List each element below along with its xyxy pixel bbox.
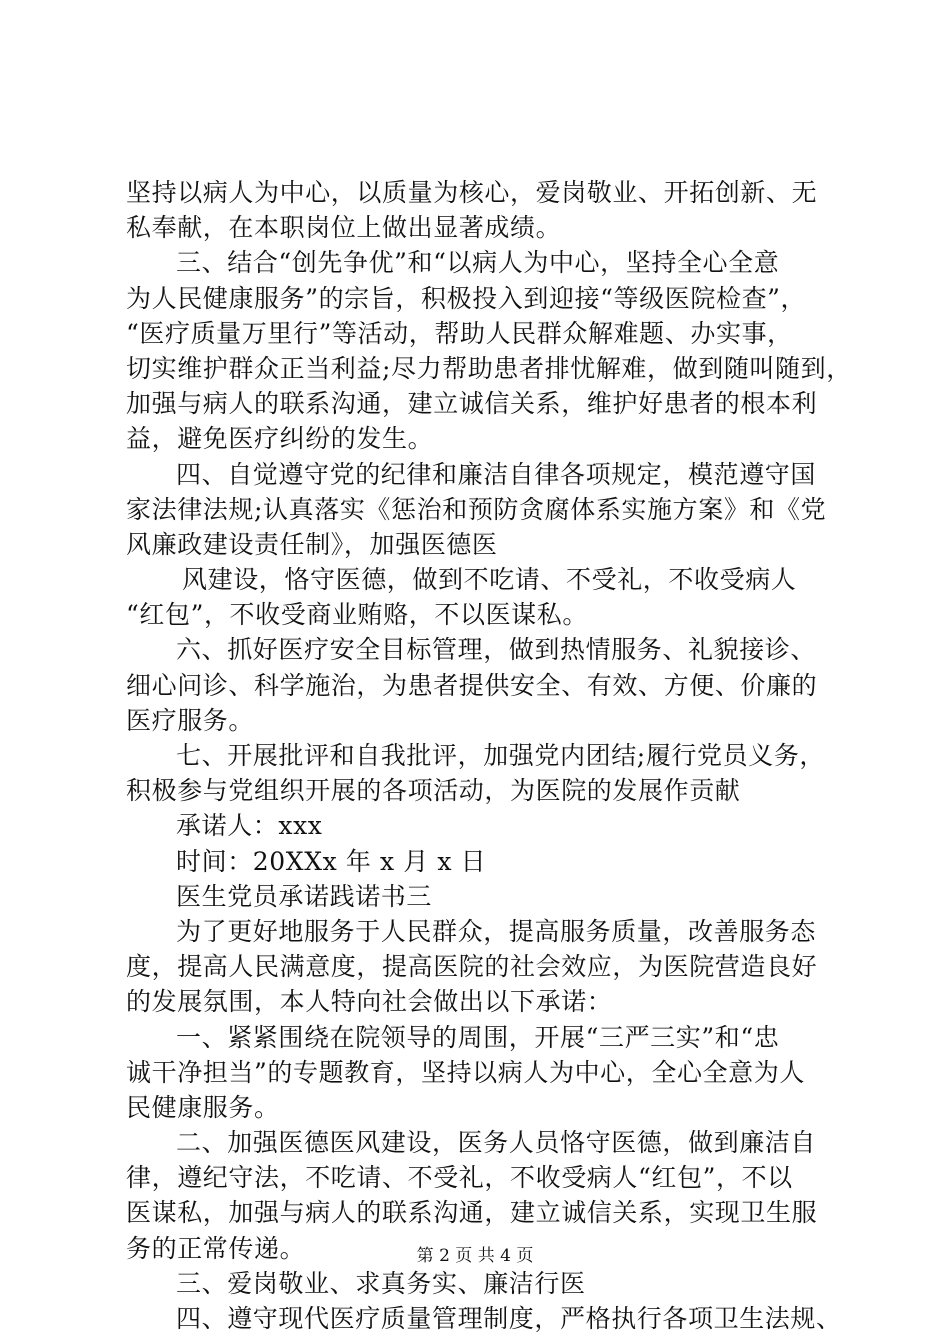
text-line: 风廉政建设责任制》，加强医德医 xyxy=(126,529,498,559)
text-line: 承诺人：xxx xyxy=(176,811,323,841)
text-line: 细心问诊、科学施治，为患者提供安全、有效、方便、价廉的 xyxy=(126,670,818,700)
text-line: 务的正常传递。 xyxy=(126,1233,306,1263)
text-line: 私奉献，在本职岗位上做出显著成绩。 xyxy=(126,213,562,243)
text-line: 风建设，恪守医德，做到不吃请、不受礼，不收受病人 xyxy=(182,565,797,595)
text-line: 坚持以病人为中心，以质量为核心，爱岗敬业、开拓创新、无 xyxy=(126,178,818,207)
text-line: “红包”，不收受商业贿赂，不以医谋私。 xyxy=(126,600,588,630)
text-line: 七、开展批评和自我批评，加强党内团结;履行党员义务， xyxy=(176,741,826,770)
text-line: 加强与病人的联系沟通，建立诚信关系，维护好患者的根本利 xyxy=(126,389,818,419)
text-line: 积极参与党组织开展的各项活动，为医院的发展作贡献 xyxy=(126,776,741,806)
text-line: 一、紧紧围绕在院领导的周围，开展“三严三实”和“忠 xyxy=(176,1022,780,1052)
text-line: 民健康服务。 xyxy=(126,1092,280,1122)
text-line: 二、加强医德医风建设，医务人员恪守医德，做到廉洁自 xyxy=(176,1128,817,1158)
text-line: 的发展氛围，本人特向社会做出以下承诺： xyxy=(126,987,613,1017)
text-line: 律，遵纪守法，不吃请、不受礼，不收受病人“红包”，不以 xyxy=(126,1163,793,1193)
text-line: 四、遵守现代医疗质量管理制度，严格执行各项卫生法规、 xyxy=(176,1304,842,1333)
text-line: 诚干净担当”的专题教育，坚持以病人为中心，全心全意为人 xyxy=(126,1057,805,1087)
text-line: 六、抓好医疗安全目标管理，做到热情服务、礼貌接诊、 xyxy=(176,635,817,665)
text-line: “医疗质量万里行”等活动，帮助人民群众解难题、办实事， xyxy=(126,318,793,348)
page-footer: 第 2 页 共 4 页 xyxy=(416,1246,534,1266)
text-line: 为人民健康服务”的宗旨，积极投入到迎接“等级医院检查”， xyxy=(126,283,807,313)
text-line: 度，提高人民满意度，提高医院的社会效应，为医院营造良好 xyxy=(126,952,818,982)
text-line: 三、结合“创先争优”和“以病人为中心，坚持全心全意 xyxy=(176,248,780,278)
text-line: 三、爱岗敬业、求真务实、廉洁行医 xyxy=(176,1268,586,1298)
text-line: 家法律法规;认真落实《惩治和预防贪腐体系实施方案》和《党 xyxy=(126,494,827,524)
text-line: 益，避免医疗纠纷的发生。 xyxy=(126,424,434,454)
text-line: 医疗服务。 xyxy=(126,705,255,735)
text-line: 医谋私，加强与病人的联系沟通，建立诚信关系，实现卫生服 xyxy=(126,1198,818,1228)
document-body xyxy=(126,175,852,1336)
text-line: 切实维护群众正当利益;尽力帮助患者排忧解难，做到随叫随到， xyxy=(126,353,852,383)
text-line: 为了更好地服务于人民群众，提高服务质量，改善服务态 xyxy=(176,916,817,946)
text-line: 四、自觉遵守党的纪律和廉洁自律各项规定，模范遵守国 xyxy=(176,459,817,489)
text-line: 医生党员承诺践诺书三 xyxy=(176,881,433,911)
text-line: 时间：20XXx 年 x 月 x 日 xyxy=(176,846,487,876)
